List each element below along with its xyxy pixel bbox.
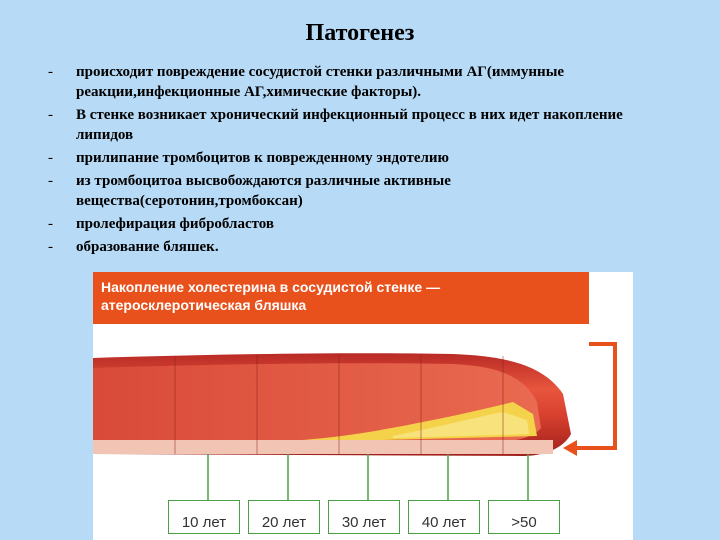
arrow-head bbox=[563, 440, 577, 456]
bullet-list bbox=[48, 62, 678, 260]
bullet-item bbox=[48, 105, 678, 145]
age-label: >50 bbox=[488, 500, 560, 534]
age-label: 40 лет bbox=[408, 500, 480, 534]
bullet-marker: - bbox=[48, 107, 53, 123]
bullet-text: образование бляшек. bbox=[76, 239, 219, 255]
bullet-text: пролефирация фибробластов bbox=[76, 216, 275, 232]
bullet-marker: - bbox=[48, 239, 53, 255]
bullet-marker: - bbox=[48, 64, 53, 80]
bullet-item bbox=[48, 214, 678, 234]
caption-line-1: Накопление холестерина в сосудистой стенке — bbox=[101, 279, 441, 295]
age-leader-lines bbox=[208, 454, 528, 500]
caption-line-2: атеросклеротическая бляшка bbox=[101, 297, 307, 313]
bullet-item bbox=[48, 237, 678, 257]
age-label: 10 лет bbox=[168, 500, 240, 534]
bullet-marker: - bbox=[48, 216, 53, 232]
age-labels bbox=[168, 500, 537, 536]
bullet-text: прилипание тромбоцитов к поврежденному эндотелию bbox=[76, 150, 449, 166]
figure-caption bbox=[93, 272, 589, 324]
age-label: 20 лет bbox=[248, 500, 320, 534]
atherosclerosis-illustration bbox=[93, 272, 633, 540]
bullet-text: В стенке возникает хронический инфекционный процесс в них идет накопление липидов bbox=[76, 107, 623, 143]
bullet-item bbox=[48, 148, 678, 168]
bullet-marker: - bbox=[48, 173, 53, 189]
bullet-text: происходит повреждение сосудистой стенки различными АГ(иммунные реакции,инфекционные АГ,химические факторы). bbox=[76, 64, 565, 100]
bullet-item bbox=[48, 171, 678, 211]
bullet-marker: - bbox=[48, 150, 53, 166]
vessel-wall-bottom bbox=[93, 440, 553, 454]
age-label: 30 лет bbox=[328, 500, 400, 534]
artery-drawing bbox=[93, 324, 633, 500]
bullet-text: из тромбоцитоа высвобождаются различные активные вещества(серотонин,тромбоксан) bbox=[76, 173, 451, 209]
orange-bracket-arrow bbox=[571, 344, 615, 448]
slide-title: Патогенез bbox=[305, 20, 415, 46]
bullet-item bbox=[48, 62, 678, 102]
